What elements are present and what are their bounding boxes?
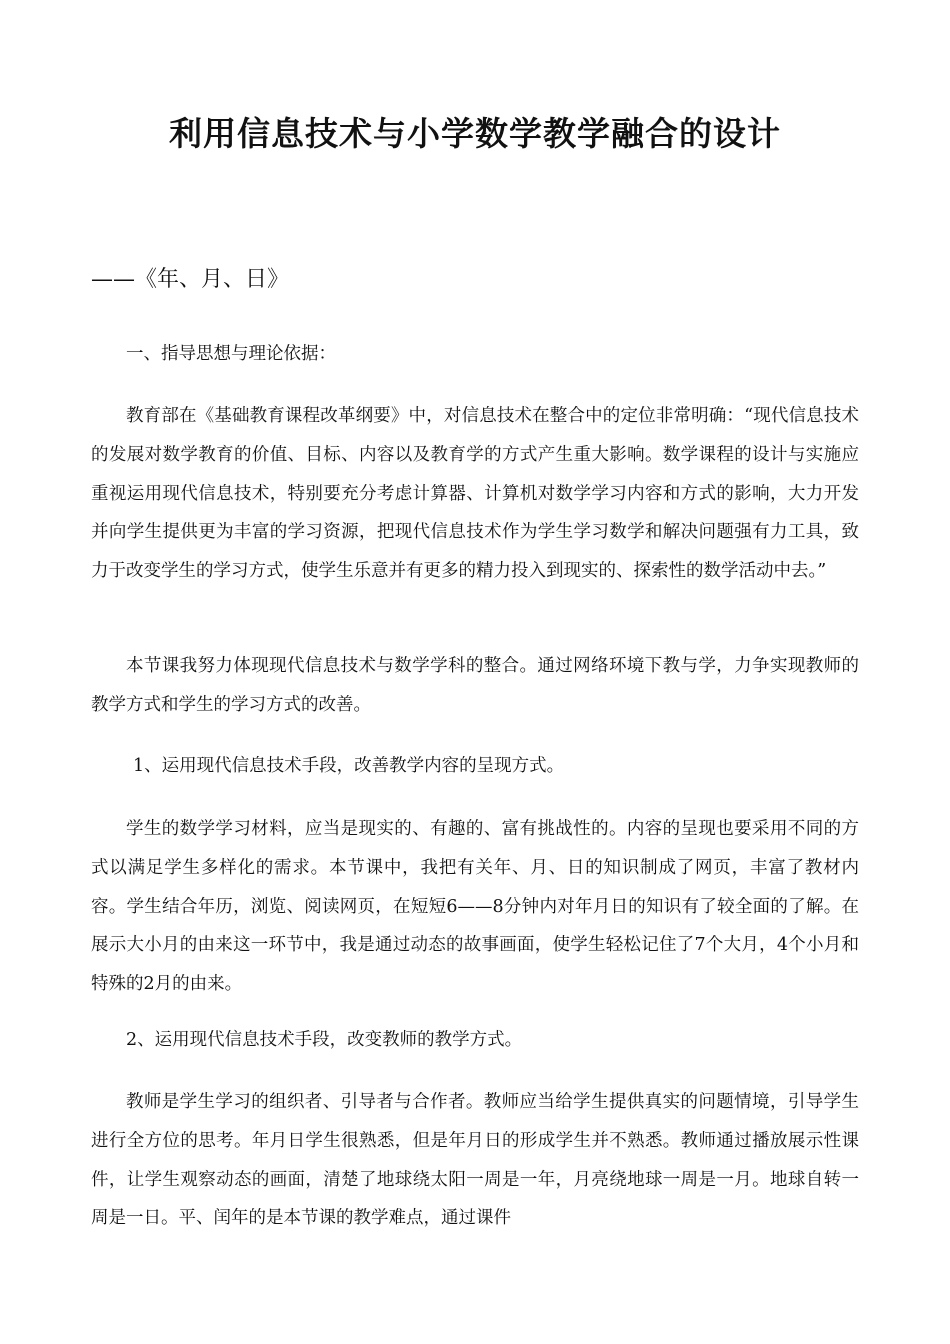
section-1-heading: 一、指导思想与理论依据： <box>126 344 336 364</box>
paragraph-3: 学生的数学学习材料，应当是现实的、有趣的、富有挑战性的。内容的呈现也要采用不同的方式以满足学生多样化的需求。本节课中，我把有关年、月、日的知识制成了网页，丰富了教材内容。学生结合年历，浏览、阅读网页，在短短6——8分钟内对年月日的知识有了较全面的了解。在展示大小月的由来这一环节中，我是通过动态的故事画面，使学生轻松记住了7个大月，4个小月和特殊的2月的由来。 <box>91 819 859 995</box>
document-subtitle: ——《年、月、日》 <box>91 267 290 292</box>
paragraph-2: 本节课我努力体现现代信息技术与数学学科的整合。通过网络环境下教与学，力争实现教师的教学方式和学生的学习方式的改善。 <box>91 656 859 715</box>
paragraph-1: 教育部在《基础教育课程改革纲要》中，对信息技术在整合中的定位非常明确：“现代信息技术的发展对数学教育的价值、目标、内容以及教育学的方式产生重大影响。数学课程的设计与实施应重视运用现代信息技术，特别要充分考虑计算器、计算机对数学学习内容和方式的影响，大力开发并向学生提供更为丰富的学习资源，把现代信息技术作为学生学习数学和解决问题强有力工具，致力于改变学生的学习方式，使学生乐意并有更多的精力投入到现实的、探索性的数学活动中去。” <box>91 406 859 582</box>
document-title: 利用信息技术与小学数学教学融合的设计 <box>169 114 781 153</box>
point-2-heading: 2、运用现代信息技术手段，改变教师的教学方式。 <box>126 1030 523 1050</box>
paragraph-4: 教师是学生学习的组织者、引导者与合作者。教师应当给学生提供真实的问题情境，引导学生进行全方位的思考。年月日学生很熟悉，但是年月日的形成学生并不熟悉。教师通过播放展示性课件，让学生观察动态的画面，清楚了地球绕太阳一周是一年，月亮绕地球一周是一月。地球自转一周是一日。平、闰年的是本节课的教学难点，通过课件 <box>91 1092 859 1229</box>
point-1-heading: 1、运用现代信息技术手段，改善教学内容的呈现方式。 <box>133 756 565 776</box>
